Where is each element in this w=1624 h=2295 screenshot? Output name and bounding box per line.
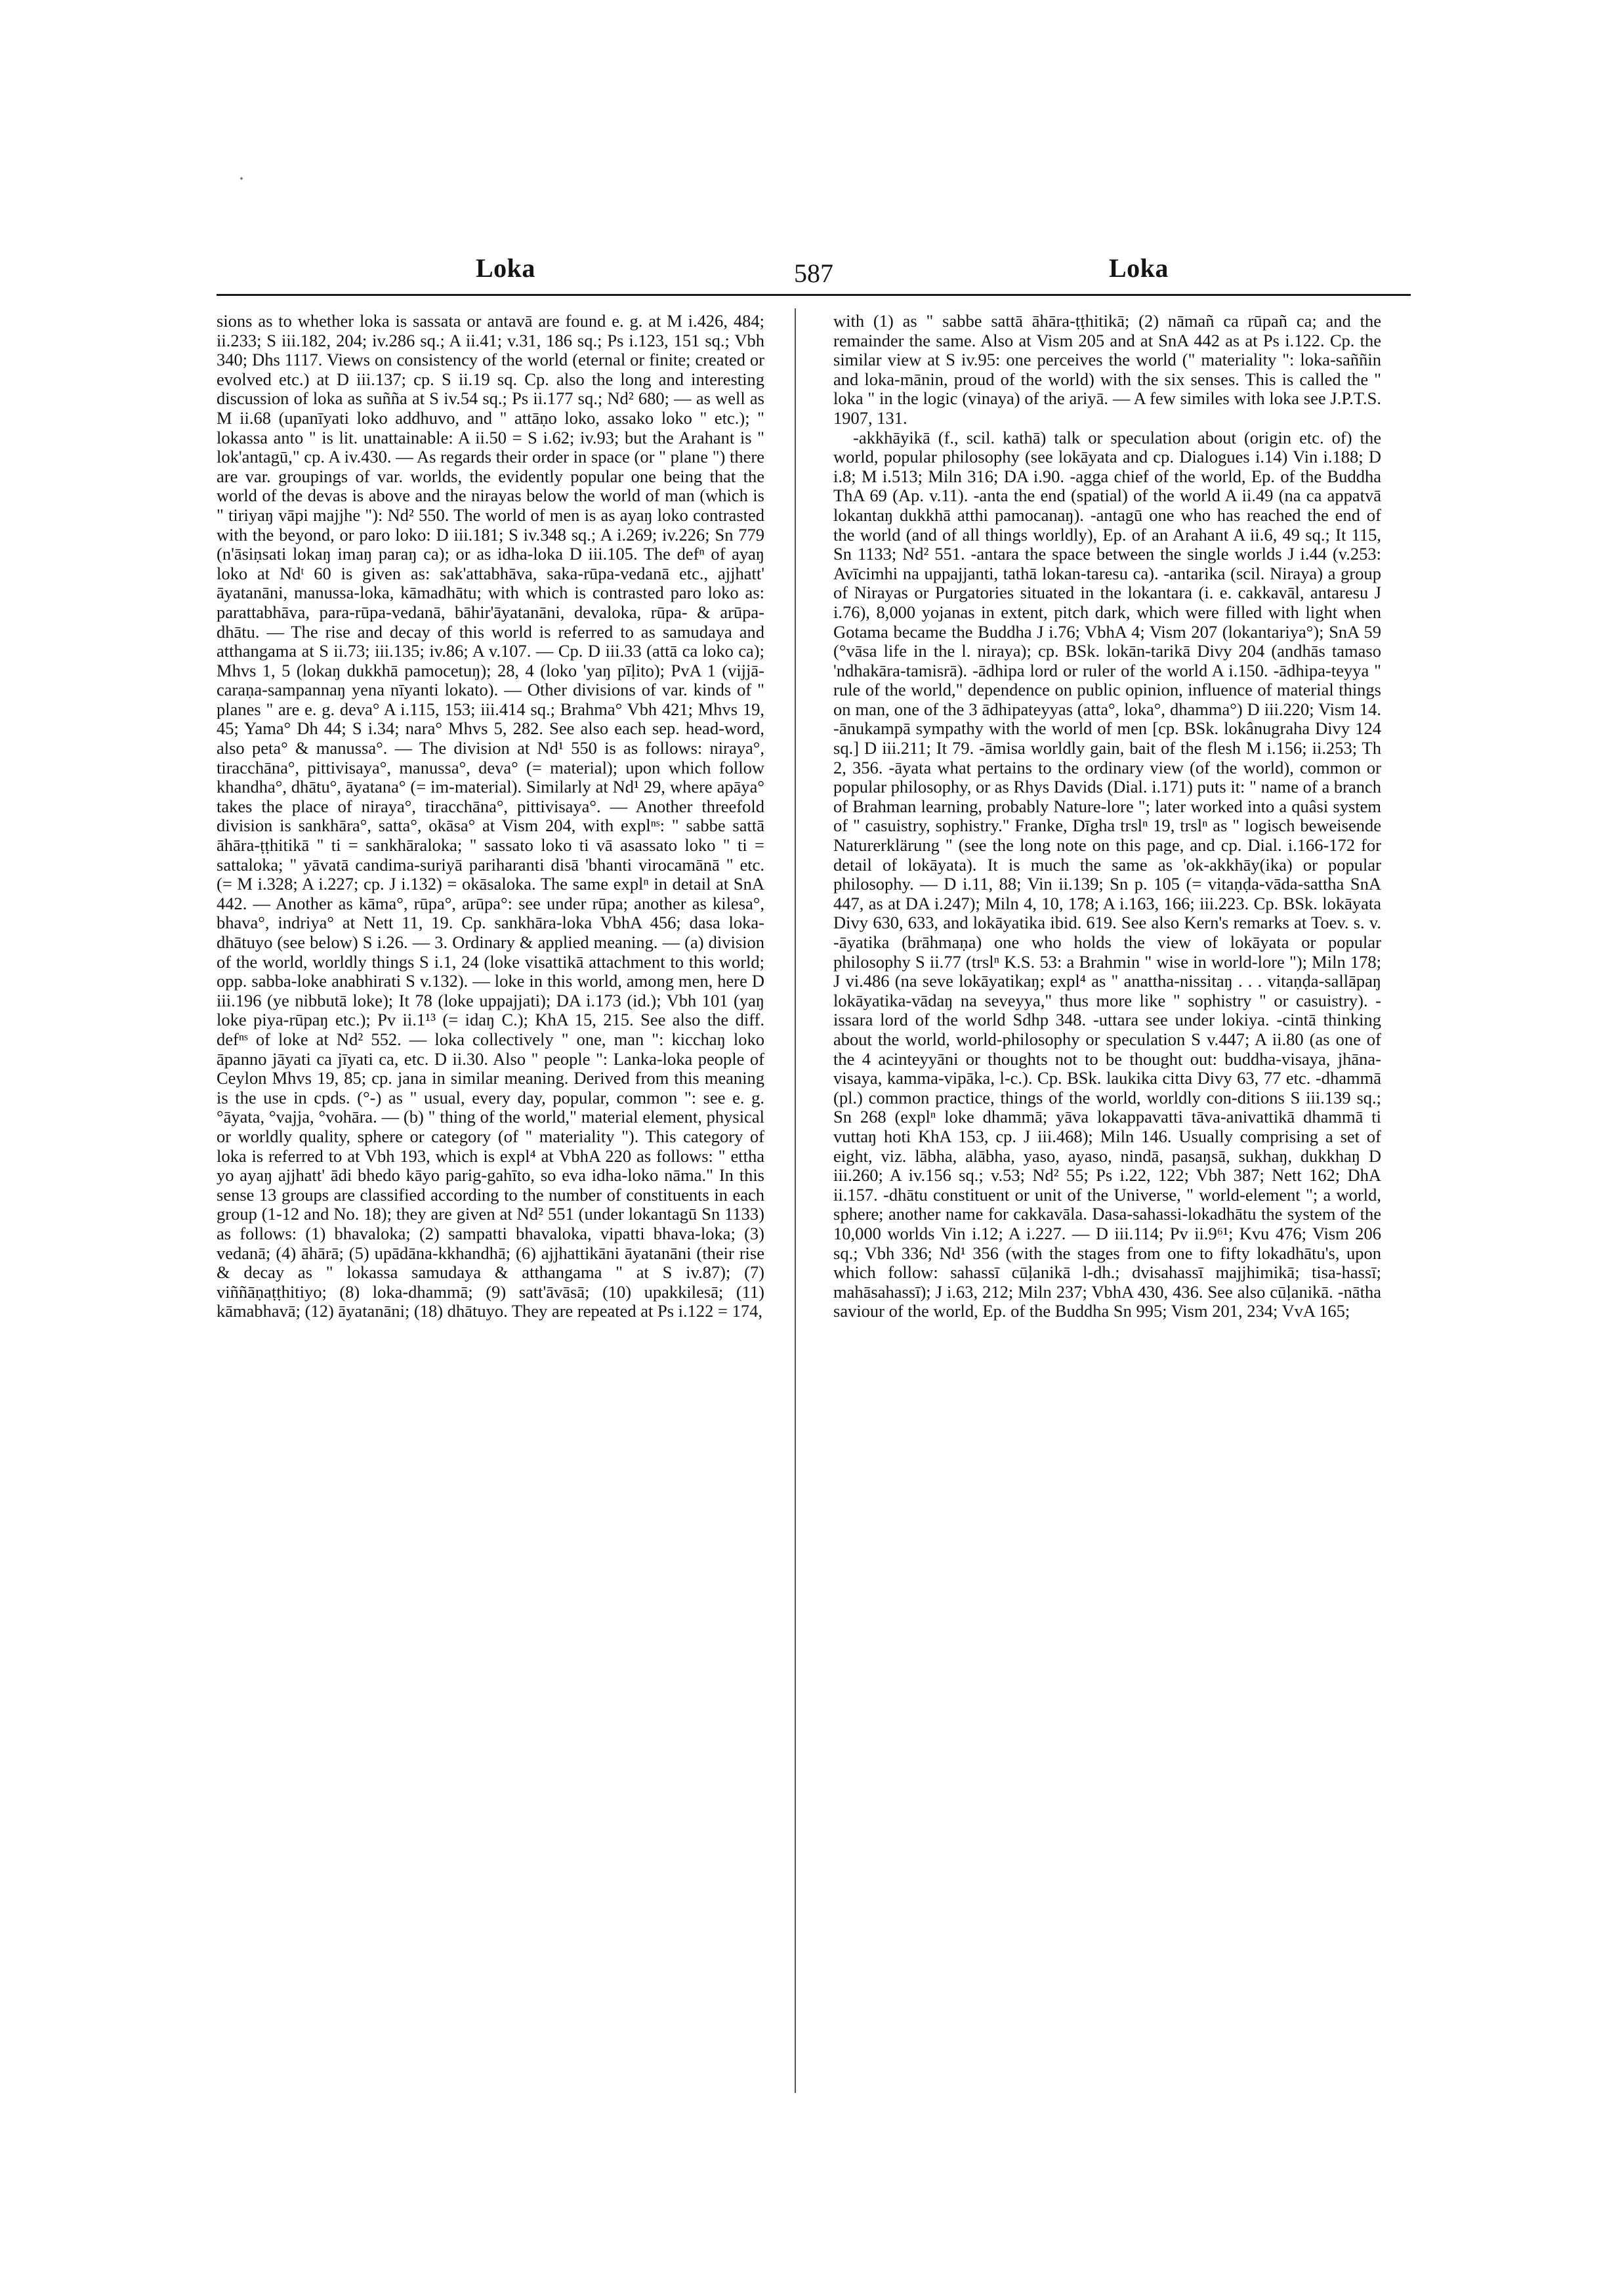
right-column: [833, 312, 1381, 1321]
left-column: [217, 312, 764, 1321]
left-headword: Loka: [476, 253, 535, 283]
left-column-paragraph: sions as to whether loka is sassata or antavā are found e. g. at M i.426, 484; ii.233; S iii.182, 204; iv.286 sq.; A ii.41; v.31, 186 sq.; Ps i.123, 151 sq.; Vbh 340; Dhs 1117. Views on consistency of the world (eternal or finite; created or evolved etc.) at D iii.137; cp. S ii.19 sq. Cp. also the long and interesting discussion of loka as suñña at S iv.54 sq.; Ps ii.177 sq.; Nd² 680; — as well as M ii.68 (upanīyati loko addhuvo, and " attāṇo loko, assako loko " etc.); " lokassa anto " is lit. unattainable: A ii.50 = S i.62; iv.93; but the Arahant is " lok'antagū," cp. A iv.430. — As regards their order in space (or " plane ") there are var. groupings of var. worlds, the evidently popular one being that the world of the devas is above and the nirayas below the world of man (which is " tiriyaŋ vāpi majjhe "): Nd² 550. The world of men is as ayaŋ loko contrasted with the beyond, or paro loko: D iii.181; S iv.348 sq.; A i.269; iv.226; Sn 779 (n'āsiṇsati lokaŋ imaŋ paraŋ ca); or as idha-loka D iii.105. The defⁿ of ayaŋ loko at Ndᵗ 60 is given as: sak'attabhāva, saka-rūpa-vedanā etc., ajjhatt' āyatanāni, manussa-loka, kāmadhātu; with which is contrasted paro loko as: parattabhāva, para-rūpa-vedanā, bāhir'āyatanāni, devaloka, rūpa- & arūpa-dhātu. — The rise and decay of this world is referred to as samudaya and atthangama at S ii.73; iii.135; iv.86; A v.107. — Cp. D iii.33 (attā ca loko ca); Mhvs 1, 5 (lokaŋ dukkhā pamocetuŋ); 28, 4 (loko 'yaŋ pīḷito); PvA 1 (vijjā-caraṇa-sampannaŋ yena nīyanti lokato). — Other divisions of var. kinds of " planes " are e. g. deva° A i.115, 153; iii.414 sq.; Brahma° Vbh 421; Mhvs 19, 45; Yama° Dh 44; S i.34; nara° Mhvs 5, 282. See also each sep. head-word, also peta° & manussa°. — The division at Nd¹ 550 is as follows: niraya°, tiracchāna°, pittivisaya°, manussa°, deva° (= material); upon which follow khandha°, dhātu°, āyatana° (= im-material). Similarly at Nd¹ 29, where apāya° takes the place of niraya°, tiracchāna°, pittivisaya°. — Another threefold division is sankhāra°, satta°, okāsa° at Vism 204, with explⁿˢ: " sabbe sattā āhāra-ṭṭhitikā " ti = sankhāraloka; " sassato loko ti vā asassato loko " ti = sattaloka; " yāvatā candima-suriyā pariharanti disā 'bhanti virocamānā " etc. (= M i.328; A i.227; cp. J i.132) = okāsaloka. The same explⁿ in detail at SnA 442. — Another as kāma°, rūpa°, arūpa°: see under rūpa; another as kilesa°, bhava°, indriya° at Nett 11, 19. Cp. sankhāra-loka VbhA 456; dasa loka-dhātuyo (see below) S i.26. — 3. Ordinary & applied meaning. — (a) division of the world, worldly things S i.1, 24 (loke visattikā attachment to this world; opp. sabba-loke anabhirati S v.132). — loke in this world, among men, here D iii.196 (ye nibbutā loke); It 78 (loke uppajjati); DA i.173 (id.); Vbh 101 (yaŋ loke piya-rūpaŋ etc.); Pv ii.1¹³ (= idaŋ C.); KhA 15, 215. See also the diff. defⁿˢ of loke at Nd² 552. — loka collectively " one, man ": kicchaŋ loko āpanno jāyati ca jīyati ca, etc. D ii.30. Also " people ": Lanka-loka people of Ceylon Mhvs 19, 85; cp. jana in similar meaning. Derived from this meaning is the use in cpds. (°-) as " usual, every day, popular, common ": see e. g. °āyata, °vajja, °vohāra. — (b) " thing of the world," material element, physical or worldly quality, sphere or category (of " materiality "). This category of loka is referred to at Vbh 193, which is expl⁴ at VbhA 220 as follows: " ettha yo ayaŋ ajjhatt' ādi bhedo kāyo parig-gahīto, so eva idha-loko nāma." In this sense 13 groups are classified according to the number of constituents in each group (1-12 and No. 18); they are given at Nd² 551 (under lokantagū Sn 1133) as follows: (1) bhavaloka; (2) sampatti bhavaloka, vipatti bhava-loka; (3) vedanā; (4) āhārā; (5) upādāna-kkhandhā; (6) ajjhattikāni āyatanāni (their rise & decay as " lokassa samudaya & atthangama " at S iv.87); (7) viññāṇaṭṭhitiyo; (8) loka-dhammā; (9) satt'āvāsā; (10) upakkilesā; (11) kāmabhavā; (12) āyatanāni; (18) dhātuyo. They are repeated at Ps i.122 = 174,: [217, 311, 764, 1321]
page-header: [217, 253, 1411, 292]
header-rule: [217, 294, 1411, 296]
right-headword: Loka: [1109, 253, 1169, 283]
right-column-paragraph: with (1) as " sabbe sattā āhāra-ṭṭhitikā; (2) nāmañ ca rūpañ ca; and the remainder the same. Also at Vism 205 and at SnA 442 as at Ps i.122. Cp. the similar view at S iv.95: one perceives the world (" materiality ": loka-saññin and loka-mānin, proud of the world) with the six senses. This is called the " loka " in the logic (vinaya) of the ariyā. — A few similes with loka see J.P.T.S. 1907, 131.: [833, 311, 1381, 428]
scan-speck: [240, 177, 243, 180]
right-column-paragraph: -akkhāyikā (f., scil. kathā) talk or speculation about (origin etc. of) the world, popular philosophy (see lokāyata and cp. Dialogues i.14) Vin i.188; D i.8; M i.513; Miln 316; DA i.90. -agga chief of the world, Ep. of the Buddha ThA 69 (Ap. v.11). -anta the end (spatial) of the world A ii.49 (na ca appatvā lokantaŋ dukkhā atthi pamocanaŋ). -antagū one who has reached the end of the world (and of all things worldly), Ep. of an Arahant A ii.6, 49 sq.; It 115, Sn 1133; Nd² 551. -antara the space between the single worlds J i.44 (v.253: Avīcimhi na uppajjanti, tathā lokan-taresu ca). -antarika (scil. Niraya) a group of Nirayas or Purgatories situated in the lokantara (i. e. cakkavāl, antaresu J i.76), 8,000 yojanas in extent, pitch dark, which were filled with light when Gotama became the Buddha J i.76; VbhA 4; Vism 207 (lokantariya°); SnA 59 (°vāsa life in the l. niraya); cp. BSk. lokān-tarikā Divy 204 (andhās tamaso 'ndhakāra-tamisrā). -ādhipa lord or ruler of the world A i.150. -ādhipa-teyya " rule of the world," dependence on public opinion, influence of material things on man, one of the 3 ādhipateyyas (atta°, loka°, dhamma°) D iii.220; Vism 14. -ānukampā sympathy with the world of men [cp. BSk. lokânugraha Divy 124 sq.] D iii.211; It 79. -āmisa worldly gain, bait of the flesh M i.156; ii.253; Th 2, 356. -āyata what pertains to the ordinary view (of the world), common or popular philosophy, or as Rhys Davids (Dial. i.171) puts it: " name of a branch of Brahman learning, probably Nature-lore "; later worked into a quâsi system of " casuistry, sophistry." Franke, Dīgha trslⁿ 19, trslⁿ as " logisch beweisende Naturerklärung " (see the long note on this page, and cp. Dial. i.166-172 for detail of lokāyata). It is much the same as 'ok-akkhāy(ika) or popular philosophy. — D i.11, 88; Vin ii.139; Sn p. 105 (= vitaṇḍa-vāda-sattha SnA 447, as at DA i.247); Miln 4, 10, 178; A i.163, 166; iii.223. Cp. BSk. lokāyata Divy 630, 633, and lokāyatika ibid. 619. See also Kern's remarks at Toev. s. v. -āyatika (brāhmaṇa) one who holds the view of lokāyata or popular philosophy S ii.77 (trslⁿ K.S. 53: a Brahmin " wise in world-lore "); Miln 178; J vi.486 (na seve lokāyatikaŋ; expl⁴ as " anattha-nissitaŋ . . . vitaṇḍa-sallāpaŋ lokāyatika-vādaŋ na seveyya," thus more like " sophistry " or casuistry). -issara lord of the world Sdhp 348. -uttara see under lokiya. -cintā thinking about the world, world-philosophy or speculation S v.447; A ii.80 (as one of the 4 acinteyyāni or thoughts not to be thought out: buddha-visaya, jhāna-visaya, kamma-vipāka, l-c.). Cp. BSk. laukika citta Divy 63, 77 etc. -dhammā (pl.) common practice, things of the world, worldly con-ditions S iii.139 sq.; Sn 268 (explⁿ loke dhammā; yāva lokappavatti tāva-anivattikā dhammā ti vuttaŋ hoti KhA 153, cp. J iii.468); Miln 146. Usually comprising a set of eight, viz. lābha, alābha, yaso, ayaso, nindā, pasaŋsā, sukhaŋ, dukkhaŋ D iii.260; A iv.156 sq.; v.53; Nd² 55; Ps i.22, 122; Vbh 387; Nett 162; DhA ii.157. -dhātu constituent or unit of the Universe, " world-element "; a world, sphere; another name for cakkavāla. Dasa-sahassi-lokadhātu the system of the 10,000 worlds Vin i.12; A i.227. — D iii.114; Pv ii.9⁶¹; Kvu 476; Vism 206 sq.; Vbh 336; Nd¹ 356 (with the stages from one to fifty lokadhātu's, upon which follow: sahassī cūḷanikā l-dh.; dvisahassī majjhimikā; tisa-hassī; mahāsahassī); J i.63, 212; Miln 237; VbhA 430, 436. See also cūḷanikā. -nātha saviour of the world, Ep. of the Buddha Sn 995; Vism 201, 234; VvA 165;: [833, 427, 1381, 1321]
column-divider: [795, 308, 796, 2093]
page-number: 587: [794, 258, 833, 288]
